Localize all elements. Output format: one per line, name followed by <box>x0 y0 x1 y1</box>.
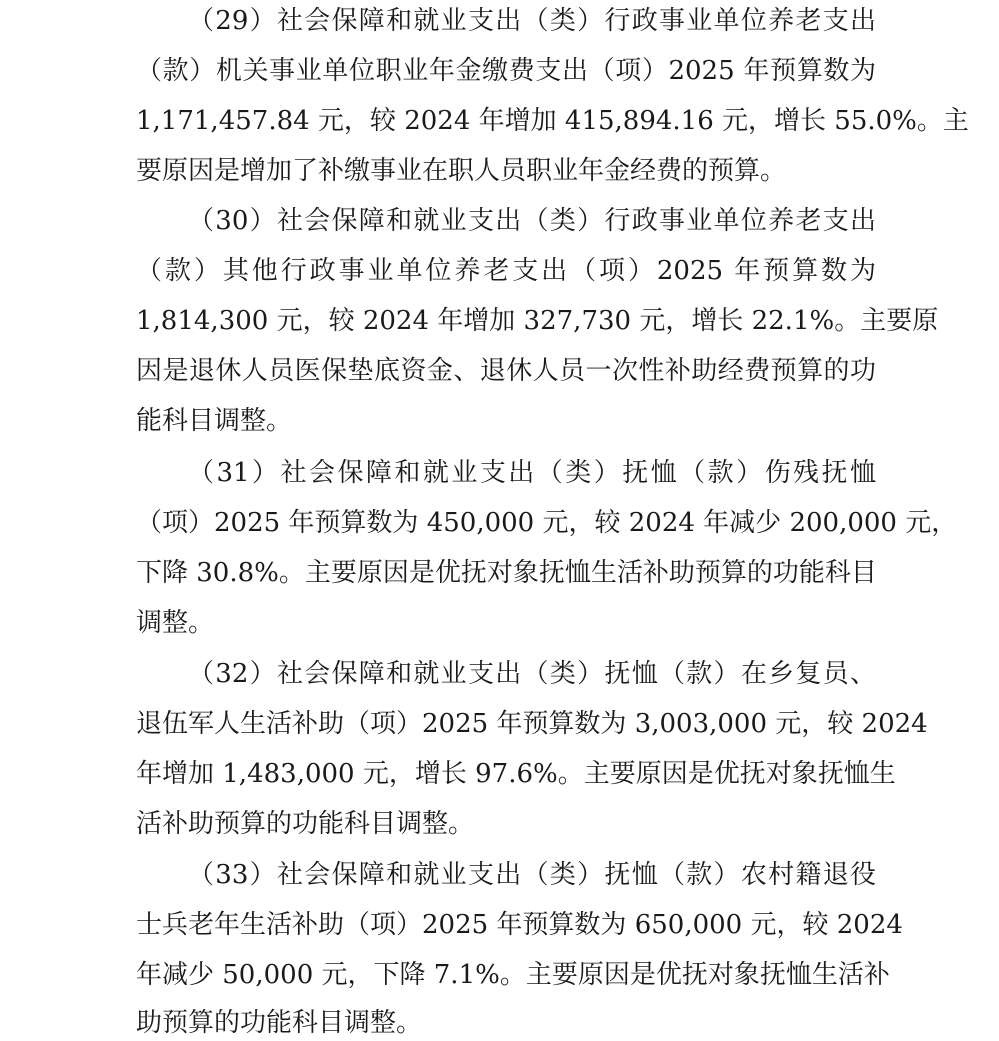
paragraph-line: 要原因是增加了补缴事业在职人员职业年金经费的预算。 <box>136 156 787 186</box>
paragraph-line: （款）其他行政事业单位养老支出（项）2025 年预算数为 <box>136 256 876 286</box>
paragraph-line: 能科目调整。 <box>136 406 293 436</box>
paragraph-line: 退伍军人生活补助（项）2025 年预算数为 3,003,000 元，较 2024 <box>136 709 928 739</box>
paragraph-line: （项）2025 年预算数为 450,000 元，较 2024 年减少 200,000 元， <box>136 508 958 538</box>
paragraph-line: 助预算的功能科目调整。 <box>136 1008 423 1038</box>
paragraph-line: 调整。 <box>136 608 215 638</box>
paragraph-line: （款）机关事业单位职业年金缴费支出（项）2025 年预算数为 <box>136 56 876 86</box>
paragraph-line: （30）社会保障和就业支出（类）行政事业单位养老支出 <box>188 206 876 236</box>
paragraph-line: 因是退休人员医保垫底资金、退休人员一次性补助经费预算的功 <box>136 356 876 386</box>
paragraph-line: 年减少 50,000 元，下降 7.1%。主要原因是优抚对象抚恤生活补 <box>136 960 890 990</box>
paragraph-line: （33）社会保障和就业支出（类）抚恤（款）农村籍退役 <box>188 860 876 890</box>
paragraph-line: 士兵老年生活补助（项）2025 年预算数为 650,000 元，较 2024 <box>136 910 903 940</box>
paragraph-line: （32）社会保障和就业支出（类）抚恤（款）在乡复员、 <box>188 659 876 689</box>
paragraph-line: 下降 30.8%。主要原因是优抚对象抚恤生活补助预算的功能科目 <box>136 558 877 588</box>
paragraph-line: 年增加 1,483,000 元，增长 97.6%。主要原因是优抚对象抚恤生 <box>136 759 896 789</box>
paragraph-line: （29）社会保障和就业支出（类）行政事业单位养老支出 <box>188 6 876 36</box>
paragraph-line: 活补助预算的功能科目调整。 <box>136 809 475 839</box>
paragraph-line: 1,171,457.84 元，较 2024 年增加 415,894.16 元，增长 55.0%。主 <box>136 106 969 136</box>
paragraph-line: （31）社会保障和就业支出（类）抚恤（款）伤残抚恤 <box>188 458 876 488</box>
paragraph-line: 1,814,300 元，较 2024 年增加 327,730 元，增长 22.1%。主要原 <box>136 306 939 336</box>
